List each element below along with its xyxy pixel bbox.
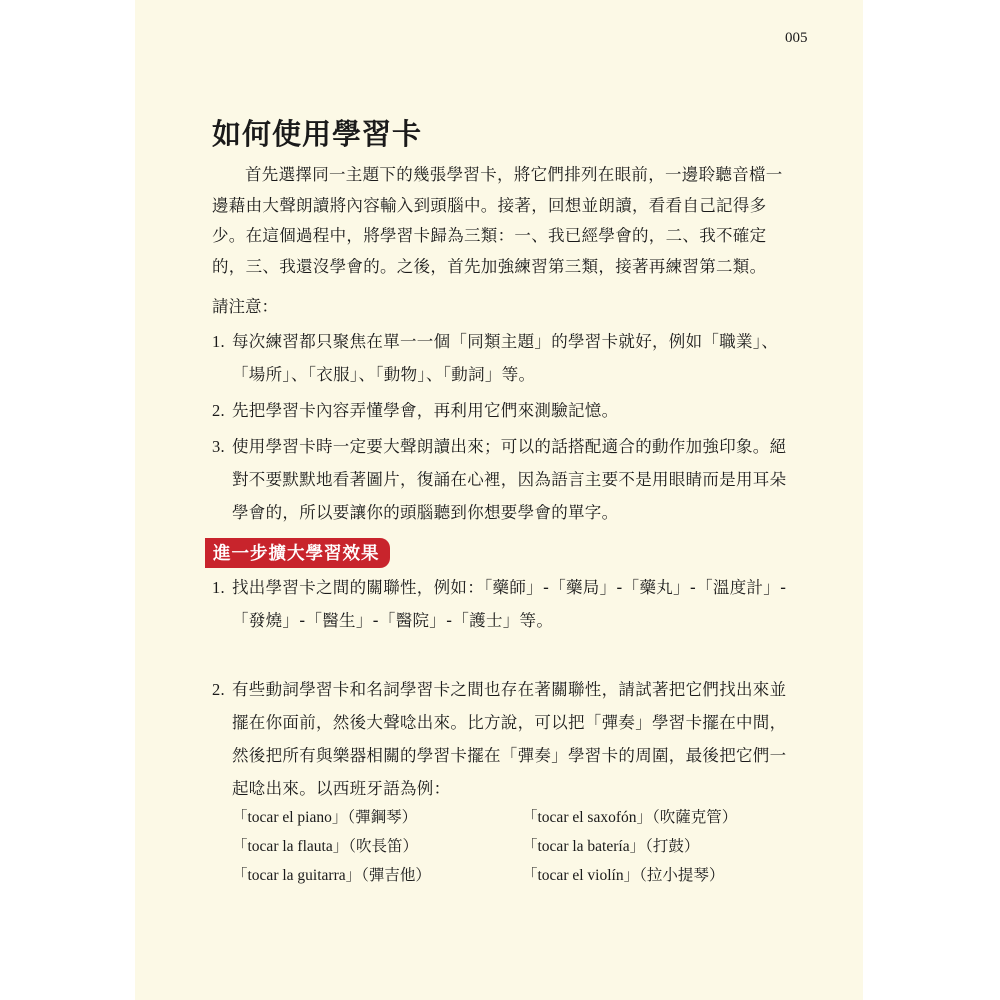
section-heading: 進一步擴大學習效果 <box>205 538 390 568</box>
page-title: 如何使用學習卡 <box>212 117 423 151</box>
example-item: 「tocar el piano」（彈鋼琴） <box>232 809 418 826</box>
tip-item-number: 2. <box>212 680 225 699</box>
tip-item-text: 找出學習卡之間的關聯性，例如：「藥師」-「藥局」-「藥丸」-「溫度計」-「發燒」-「醫生」-「醫院」-「護士」等。 <box>232 578 787 630</box>
note-item-number: 3. <box>212 437 225 456</box>
example-item: 「tocar la flauta」（吹長笛） <box>232 838 418 855</box>
note-item-number: 1. <box>212 332 225 351</box>
note-item-text: 使用學習卡時一定要大聲朗讀出來；可以的話搭配適合的動作加強印象。絕對不要默默地看著圖片，復誦在心裡，因為語言主要不是用眼睛而是用耳朵學會的，所以要讓你的頭腦聽到你想要學會的單字。 <box>232 437 787 522</box>
note-item-1 <box>212 325 792 391</box>
intro-paragraph: 首先選擇同一主題下的幾張學習卡，將它們排列在眼前，一邊聆聽音檔一邊藉由大聲朗讀將內容輸入到頭腦中。接著，回想並朗讀，看看自己記得多少。在這個過程中，將學習卡歸為三類：一、我已經學會的，二、我不確定的，三、我還沒學會的。之後，首先加強練習第三類，接著再練習第二類。 <box>212 165 783 276</box>
note-label: 請注意： <box>212 297 278 316</box>
example-item: 「tocar la batería」（打鼓） <box>522 838 700 855</box>
tip-item-1 <box>212 571 792 637</box>
note-item-2 <box>212 394 792 427</box>
example-item: 「tocar el violín」（拉小提琴） <box>522 867 725 884</box>
examples-left-column <box>232 803 431 890</box>
tip-item-text: 有些動詞學習卡和名詞學習卡之間也存在著關聯性，請試著把它們找出來並擺在你面前，然後大聲唸出來。比方說，可以把「彈奏」學習卡擺在中間，然後把所有與樂器相關的學習卡擺在「彈奏」學習卡的周圍，最後把它們一起唸出來。以西班牙語為例： <box>232 680 787 798</box>
example-item: 「tocar la guitarra」（彈吉他） <box>232 867 431 884</box>
examples-right-column <box>522 803 737 890</box>
note-item-text: 每次練習都只聚焦在單一一個「同類主題」的學習卡就好，例如「職業」、「場所」、「衣服」、「動物」、「動詞」等。 <box>232 332 779 384</box>
note-item-3 <box>212 430 792 529</box>
tip-item-2 <box>212 673 792 805</box>
note-item-text: 先把學習卡內容弄懂學會，再利用它們來測驗記憶。 <box>232 401 619 420</box>
note-item-number: 2. <box>212 401 225 420</box>
page-number: 005 <box>785 30 808 46</box>
example-item: 「tocar el saxofón」（吹薩克管） <box>522 809 738 826</box>
tip-item-number: 1. <box>212 578 225 597</box>
